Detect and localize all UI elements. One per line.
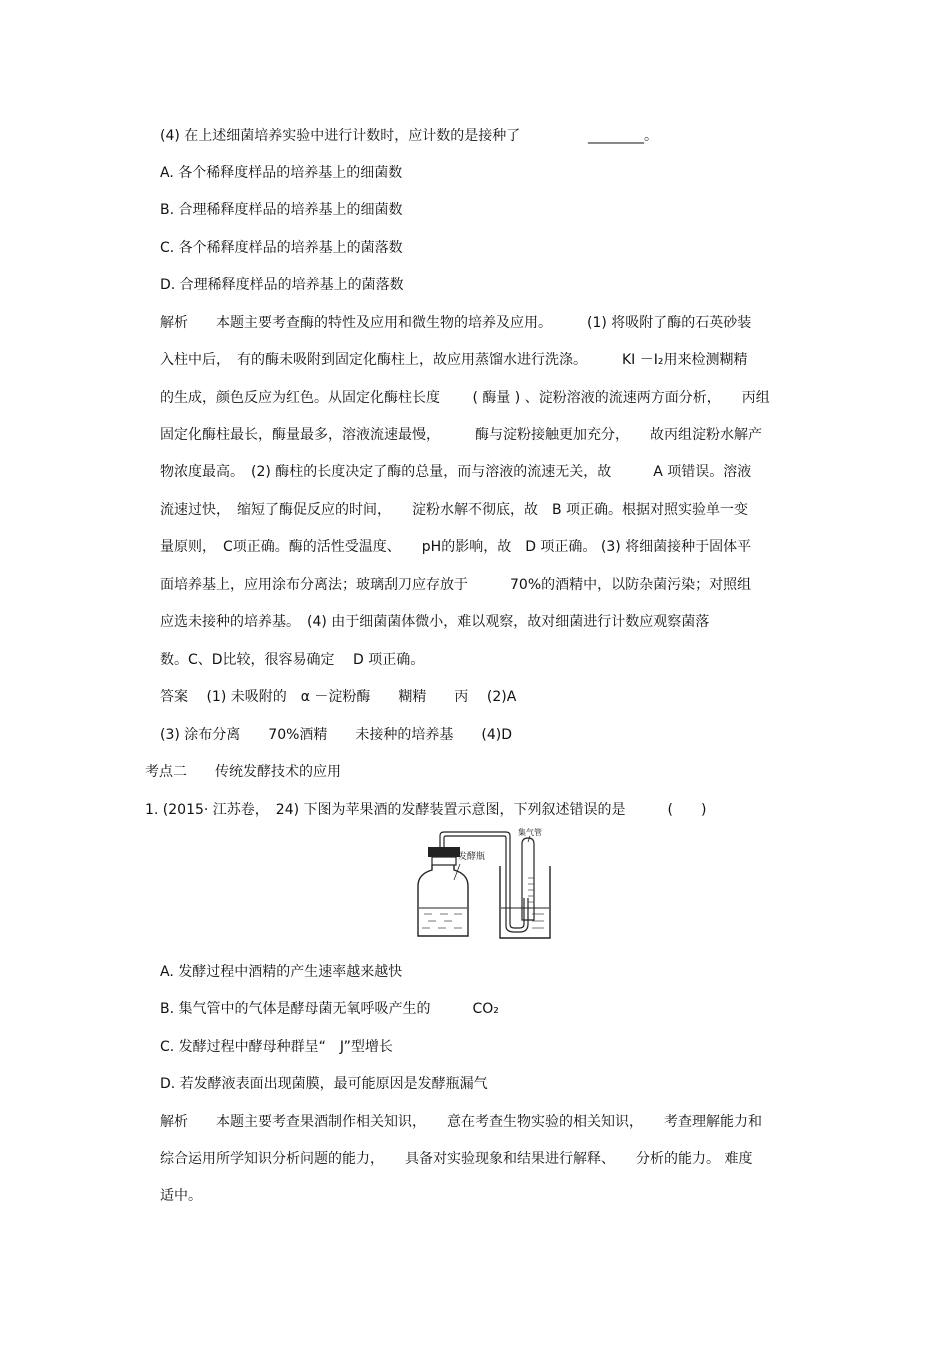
- analysis-line: 流速过快， 缩短了酶促反应的时间， 淀粉水解不彻底，故 B 项正确。根据对照实验单一变: [160, 502, 749, 518]
- analysis-line: 应选未接种的培养基。 (4) 由于细菌菌体微小，难以观察，故对细菌进行计数应观察菌落: [160, 614, 710, 630]
- analysis-line: 固定化酶柱最长，酶量最多，溶液流速最慢， 酶与淀粉接触更加充分， 故丙组淀粉水解产: [160, 427, 762, 443]
- section-title: 考点二 传统发酵技术的应用: [145, 764, 341, 780]
- analysis-line: 物浓度最高。 (2) 酶柱的长度决定了酶的总量，而与溶液的流速无关，故 A 项错误。溶液: [160, 464, 752, 480]
- tube-label: 集气管: [518, 828, 542, 837]
- option-d: D. 若发酵液表面出现菌膜，最可能原因是发酵瓶漏气: [160, 1076, 488, 1092]
- answer-line: (3) 涂布分离 70%酒精 未接种的培养基 (4)D: [160, 727, 513, 743]
- option-d: D. 合理稀释度样品的培养基上的菌落数: [160, 277, 404, 293]
- analysis-line: 入柱中后， 有的酶未吸附到固定化酶柱上，故应用蒸馏水进行洗涤。 KI －I₂用来检测糊精: [160, 352, 748, 368]
- fermentation-apparatus-diagram: [410, 828, 560, 943]
- liquid-hatch-shape: [422, 914, 462, 928]
- analysis-line: 数。C、D比较，很容易确定 D 项正确。: [160, 652, 425, 668]
- option-b: B. 集气管中的气体是酵母菌无氧呼吸产生的 CO₂: [160, 1001, 499, 1017]
- analysis-line: 的生成，颜色反应为红色。从固定化酶柱长度 ( 酶量 ) 、淀粉溶液的流速两方面分析， 丙组: [160, 390, 770, 406]
- answer-line: 答案 (1) 未吸附的 α －淀粉酶 糊精 丙 (2)A: [160, 689, 517, 705]
- bottle-body-shape: [418, 865, 468, 936]
- analysis-line: 解析 本题主要考查酶的特性及应用和微生物的培养及应用。 (1) 将吸附了酶的石英砂装: [160, 315, 752, 331]
- analysis-line: 解析 本题主要考查果酒制作相关知识， 意在考查生物实验的相关知识， 考查理解能力和: [160, 1114, 762, 1130]
- bottle-neck-shape: [432, 857, 456, 865]
- question-4-stem: (4) 在上述细菌培养实验中进行计数时，应计数的是接种了: [160, 128, 521, 144]
- option-b: B. 合理稀释度样品的培养基上的细菌数: [160, 202, 403, 218]
- collecting-tube-scale-shape: [528, 878, 534, 902]
- gas-tube-shape: [440, 832, 524, 928]
- analysis-line: 面培养基上，应用涂布分离法；玻璃刮刀应存放于 70%的酒精中，以防杂菌污染；对照组: [160, 577, 752, 593]
- option-c: C. 各个稀释度样品的培养基上的菌落数: [160, 240, 403, 256]
- option-a: A. 各个稀释度样品的培养基上的细菌数: [160, 165, 403, 181]
- analysis-line: 量原则， C项正确。酶的活性受温度、 pH的影响，故 D 项正确。 (3) 将细菌接种于固体平: [160, 539, 752, 555]
- answer-blank: ________。: [588, 128, 658, 144]
- analysis-line: 适中。: [160, 1188, 202, 1204]
- fermentation-apparatus-svg: [410, 828, 560, 943]
- beaker-shape: [500, 866, 550, 938]
- option-c: C. 发酵过程中酵母种群呈“ J”型增长: [160, 1039, 393, 1055]
- stopper-shape: [428, 847, 460, 857]
- bottle-label: 发酵瓶: [458, 852, 486, 862]
- question-1-stem: 1. (2015· 江苏卷， 24) 下图为苹果酒的发酵装置示意图，下列叙述错误的是 ( ): [145, 802, 707, 818]
- analysis-line: 综合运用所学知识分析问题的能力， 具备对实验现象和结果进行解释、 分析的能力。 难度: [160, 1151, 753, 1167]
- option-a: A. 发酵过程中酒精的产生速率越来越快: [160, 964, 403, 980]
